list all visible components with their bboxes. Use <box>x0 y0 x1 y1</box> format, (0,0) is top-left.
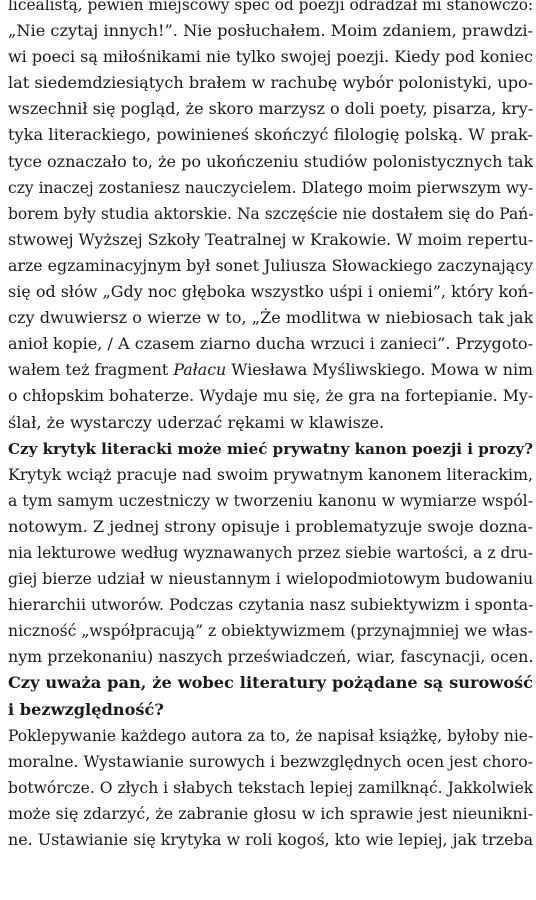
text-line: anioł kopie, / A czasem ziarno ducha wrzuci i zanieci”. Przygoto- <box>8 334 533 354</box>
question-line: Czy krytyk literacki może mieć prywatny kanon poezji i prozy? <box>8 439 533 458</box>
text-line: arze egzaminacyjnym był sonet Juliusza Słowackiego zaczynający <box>8 255 533 275</box>
text-line: może się zdarzyć, że zabranie głosu w ich sprawie jest nieunikni- <box>8 803 533 823</box>
text-line: nym przekonaniu) naszych przeświadczeń, wiar, fascynacji, ocen. <box>8 647 533 667</box>
text-line: wszechnił się pogląd, że skoro marzysz o doli poety, pisarza, kry- <box>8 99 533 119</box>
text-line: tyka literackiego, powinieneś skończyć filologię polską. W prak- <box>8 125 533 145</box>
text-line: „Nie czytaj innych!”. Nie posłuchałem. Moim zdaniem, prawdzi- <box>8 21 533 41</box>
text-line: nia lekturowe według wyznawanych przez siebie wartości, a z dru- <box>8 543 533 562</box>
text-line: tyce oznaczało to, że po ukończeniu studiów polonistycznych tak <box>8 151 533 171</box>
text-line: lat siedemdziesiątych brałem w rachubę wybór polonistyki, upo- <box>8 73 533 93</box>
text-line: Poklepywanie każdego autora za to, że napisał książkę, byłoby nie- <box>8 726 533 745</box>
document-page <box>8 0 533 853</box>
text-segment: wałem też fragment <box>8 360 174 380</box>
text-line: czy inaczej zostaniesz nauczycielem. Dlatego moim pierwszym wy- <box>8 178 533 197</box>
text-line: notowym. Z jednej strony opisuje i problematyzuje swoje dozna- <box>8 516 533 536</box>
text-line: borem były studia aktorskie. Na szczęście nie dostałem się do Pań- <box>8 204 533 223</box>
italic-title: Pałacu <box>173 360 227 380</box>
text-line: botwórcze. O złych i słabych tekstach lepiej zamilknąć. Jakkolwiek <box>8 778 533 797</box>
text-line: giej bierze udział w nieustannym i wielopodmiotowym budowaniu <box>8 569 533 589</box>
text-line: stwowej Wyższej Szkoły Teatralnej w Krakowie. W moim repertu- <box>8 229 533 249</box>
text-line: a tym samym uczestniczy w tworzeniu kanonu w wymiarze wspól- <box>8 490 533 510</box>
text-line <box>8 357 533 383</box>
text-line: licealistą, pewien miejscowy spec od poezji odradzał mi stanowczo: <box>8 0 533 14</box>
text-line: o chłopskim bohaterze. Wydaje mu się, że gra na fortepianie. My- <box>8 386 533 406</box>
question-line: Czy uważa pan, że wobec literatury pożądane są surowość <box>8 673 533 693</box>
question-line: i bezwzględność? <box>8 699 164 719</box>
text-line: czy dwuwiersz o wierze w to, „Że modlitwa w niebiosach tak jak <box>8 308 533 328</box>
text-line: hierarchii utworów. Podczas czytania nasz subiektywizm i sponta- <box>8 595 533 615</box>
text-line: Krytyk wciąż pracuje nad swoim prywatnym kanonem literackim, <box>8 464 533 484</box>
text-line: się od słów „Gdy noc głęboka wszystko uśpi i oniemi”, który koń- <box>8 282 533 302</box>
text-line: wi poeci są miłośnikami nie tylko swojej poezji. Kiedy pod koniec <box>8 47 533 67</box>
text-line: ne. Ustawianie się krytyka w roli kogoś, kto wie lepiej, jak trzeba <box>8 830 533 849</box>
text-segment: Wiesława Myśliwskiego. Mowa w nim <box>226 360 533 380</box>
text-line: moralne. Wystawianie surowych i bezwzględnych ocen jest choro- <box>8 751 533 771</box>
text-line: ślał, że wystarczy uderzać rękami w klawisze. <box>8 412 385 432</box>
text-line: niczność „współpracują” z obiektywizmem (przynajmniej we włas- <box>8 621 533 641</box>
